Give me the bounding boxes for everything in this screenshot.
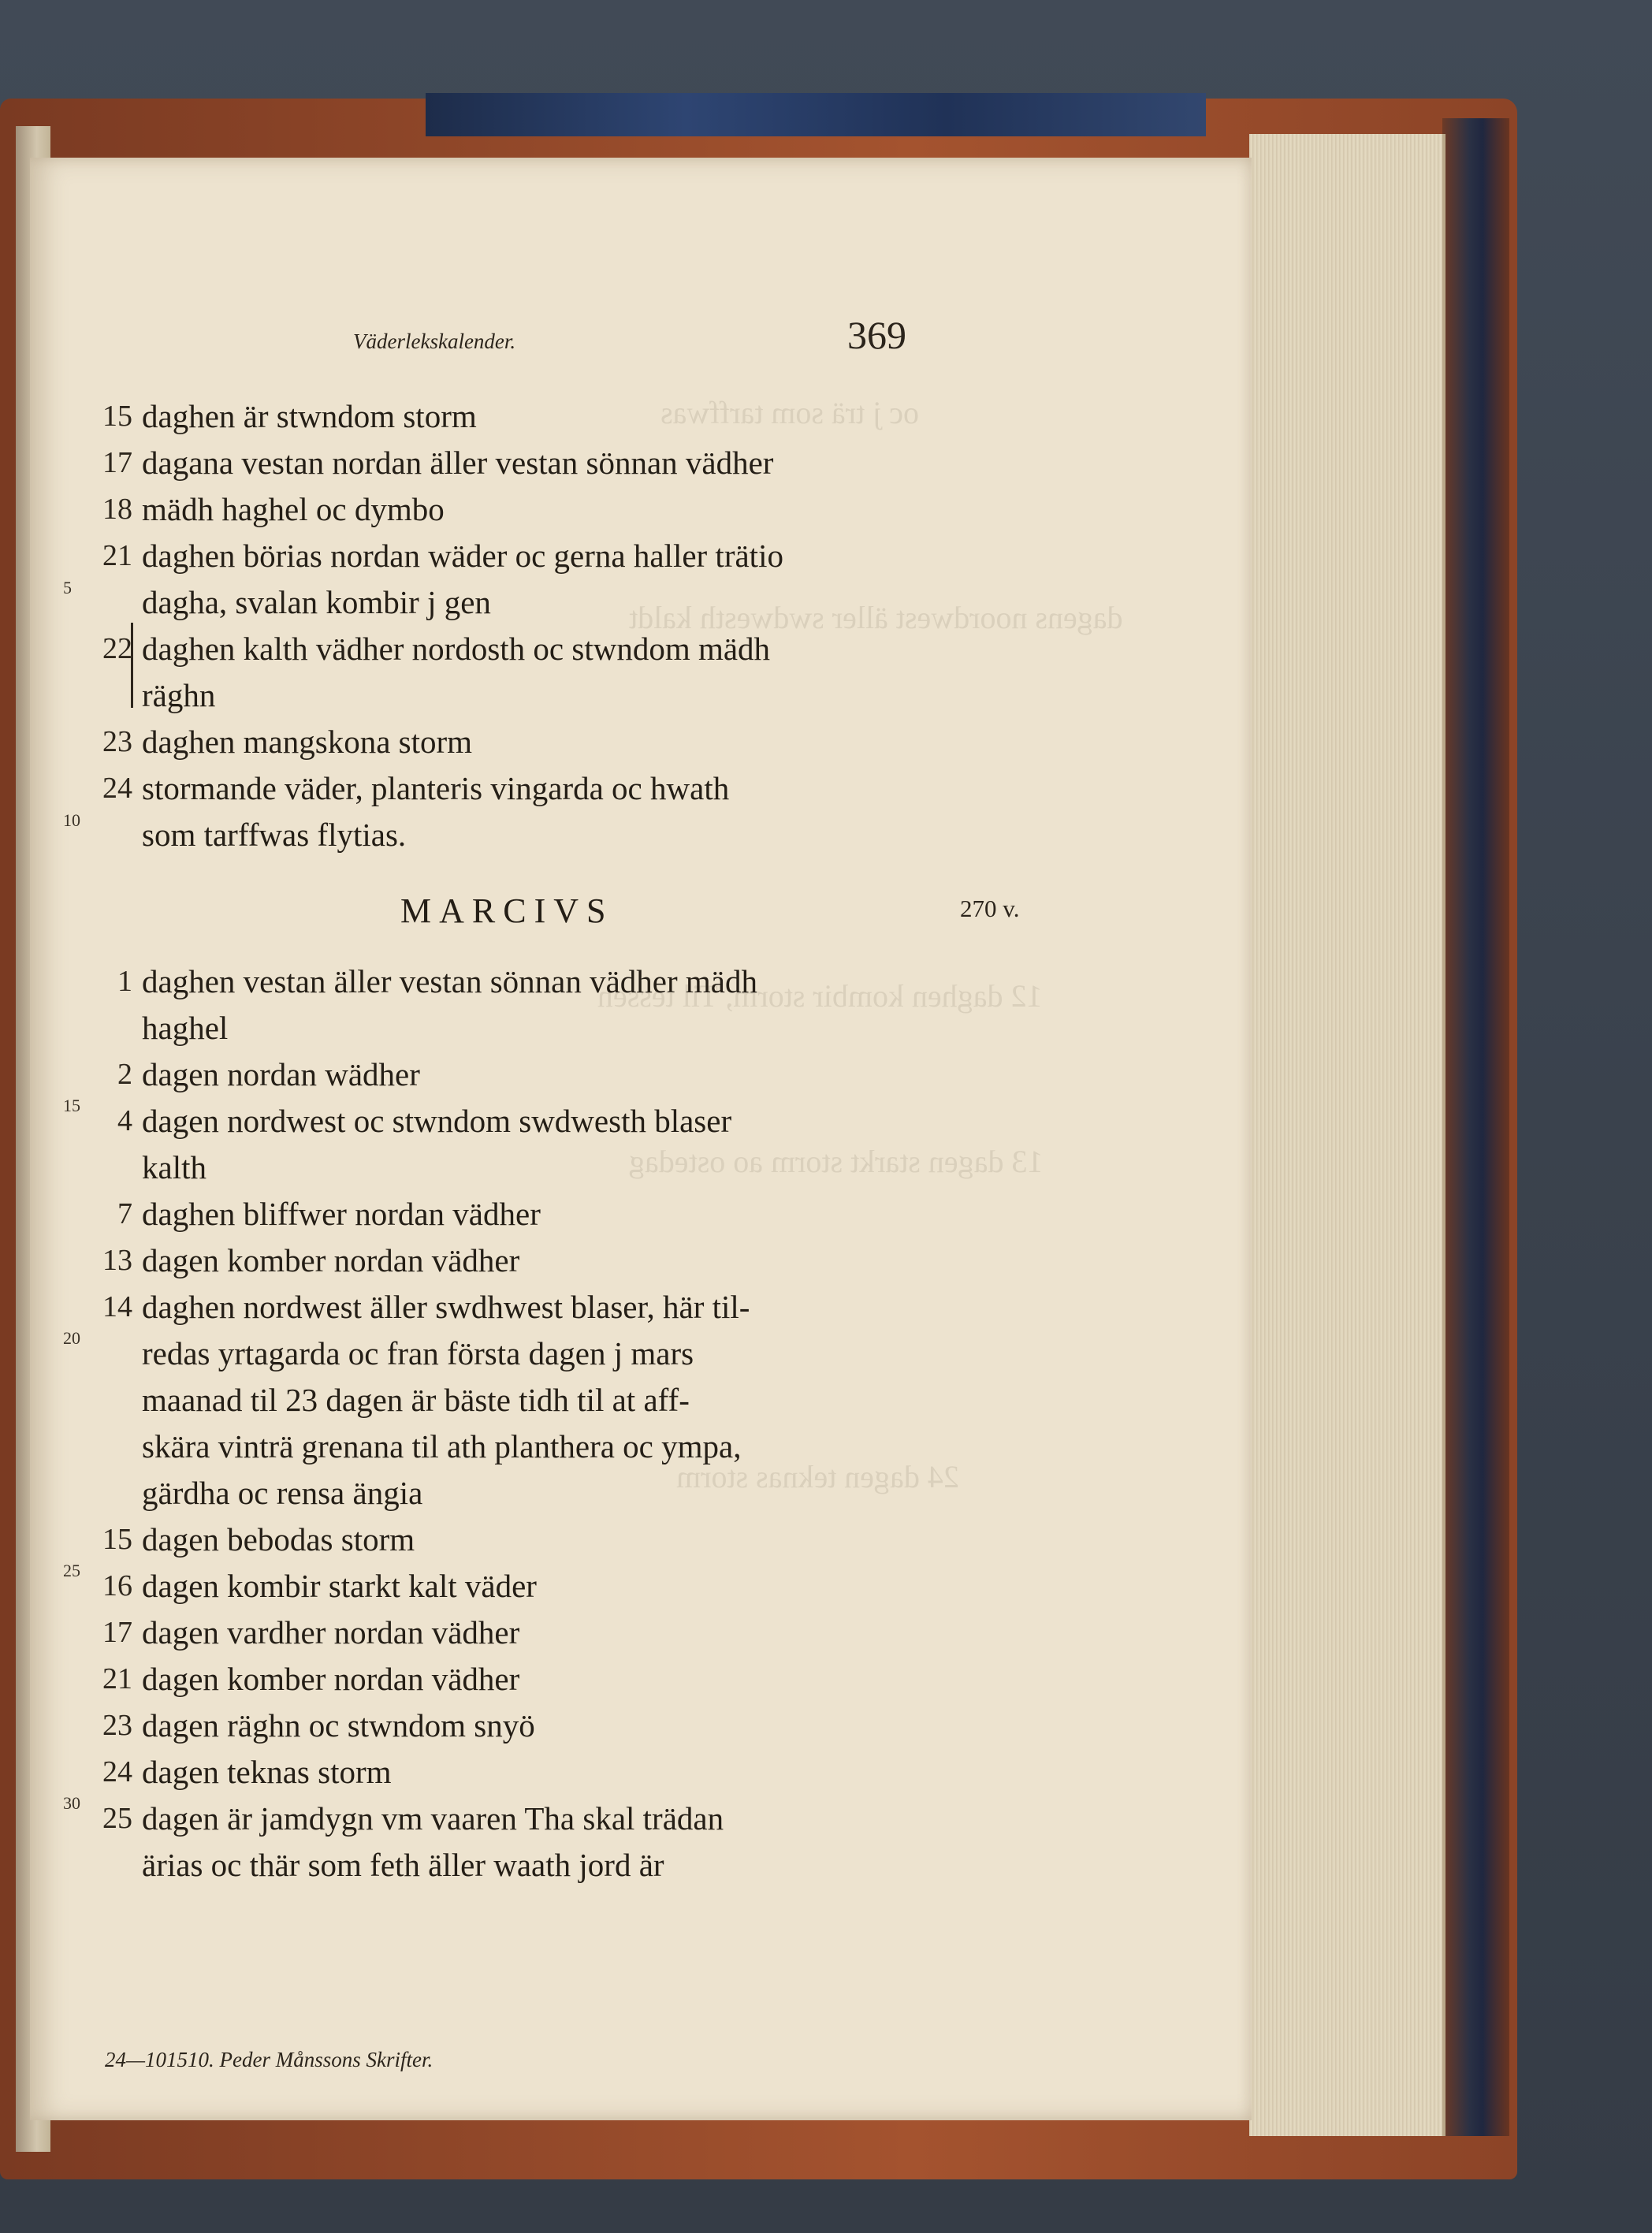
day-number: 7 <box>117 1197 132 1230</box>
day-number: 22 <box>102 632 132 665</box>
day-number: 13 <box>102 1244 132 1277</box>
text-line: daghen nordwest äller swdhwest blaser, här til- <box>142 1289 750 1325</box>
day-number: 24 <box>102 772 132 805</box>
margin-line-number: 25 <box>63 1561 80 1580</box>
right-cover-edge <box>1442 118 1509 2136</box>
text-line: skära vinträ grenana til ath planthera oc ympa, <box>142 1428 742 1464</box>
day-number: 15 <box>102 400 132 433</box>
footer-signature: 24—101510. Peder Månssons Skrifter. <box>105 2048 433 2071</box>
text-line: haghel <box>142 1010 229 1046</box>
text-line: dagen bebodas storm <box>142 1521 415 1558</box>
day-number: 25 <box>102 1802 132 1835</box>
text-line: dagen kombir starkt kalt väder <box>142 1568 537 1604</box>
text-line: daghen börias nordan wäder oc gerna haller trätio <box>142 538 783 574</box>
day-number: 4 <box>117 1104 132 1137</box>
side-note: 270 v. <box>960 895 1020 922</box>
text-line: dagha, svalan kombir j gen <box>142 584 491 620</box>
text-line: stormande väder, planteris vingarda oc hwath <box>142 770 730 806</box>
margin-line-number: 20 <box>63 1328 80 1348</box>
page-number: 369 <box>847 313 906 357</box>
text-line: dagen vardher nordan vädher <box>142 1614 520 1651</box>
section-title: MARCIVS <box>400 891 614 930</box>
day-number: 2 <box>117 1058 132 1091</box>
text-line: ärias oc thär som feth äller waath jord är <box>142 1847 664 1883</box>
day-number: 23 <box>102 725 132 758</box>
margin-line-number: 5 <box>63 578 72 597</box>
margin-line-number: 30 <box>63 1793 80 1813</box>
text-line: redas yrtagarda oc fran första dagen j mars <box>142 1335 694 1371</box>
text-line: dagen är jamdygn vm vaaren Tha skal trädan <box>142 1800 724 1837</box>
text-line: daghen bliffwer nordan vädher <box>142 1196 541 1232</box>
day-number: 21 <box>102 539 132 572</box>
day-number: 15 <box>102 1523 132 1556</box>
text-line: daghen vestan äller vestan sönnan vädher mädh <box>142 963 758 999</box>
margin-line-number: 10 <box>63 810 80 830</box>
text-line: mädh haghel oc dymbo <box>142 491 445 527</box>
text-line: kalth <box>142 1149 206 1185</box>
day-number: 18 <box>102 493 132 526</box>
day-number: 1 <box>117 965 132 998</box>
day-number: 24 <box>102 1755 132 1788</box>
show-through-text: oc j trä som tarffwas dagens noordwest äller swdwesth kaldt 12 daghen kombir storm, Til tessen 13 dagen starkt storm ao ostedag 24 dagen teknas storm <box>597 395 1123 1494</box>
text-line: daghen kalth vädher nordosth oc stwndom mädh <box>142 631 771 667</box>
text-line: maanad til 23 dagen är bäste tidh til at aff- <box>142 1382 690 1418</box>
day-number: 16 <box>102 1569 132 1602</box>
text-line: dagen nordan wädher <box>142 1056 420 1092</box>
text-line: gärdha oc rensa ängia <box>142 1475 423 1511</box>
running-header: Väderlekskalender. <box>353 329 516 353</box>
page-edges <box>1249 134 1446 2136</box>
text-line: dagen nordwest oc stwndom swdwesth blaser <box>142 1103 732 1139</box>
day-number: 21 <box>102 1662 132 1695</box>
cover-band <box>426 93 1206 136</box>
text-line: dagana vestan nordan äller vestan sönnan vädher <box>142 445 774 481</box>
day-number: 17 <box>102 1616 132 1649</box>
text-line: som tarffwas flytias. <box>142 817 407 853</box>
text-line: dagen komber nordan vädher <box>142 1242 520 1278</box>
text-line: dagen teknas storm <box>142 1754 392 1790</box>
text-body-march <box>30 158 1252 2120</box>
day-number: 23 <box>102 1709 132 1742</box>
text-line: dagen komber nordan vädher <box>142 1661 520 1697</box>
text-line: räghn <box>142 677 216 713</box>
day-number: 17 <box>102 446 132 479</box>
text-line: daghen är stwndom storm <box>142 398 477 434</box>
day-number: 14 <box>102 1290 132 1323</box>
text-line: dagen räghn oc stwndom snyö <box>142 1707 535 1744</box>
book-page <box>30 158 1252 2120</box>
text-line: daghen mangskona storm <box>142 724 473 760</box>
margin-line-number: 15 <box>63 1096 80 1115</box>
